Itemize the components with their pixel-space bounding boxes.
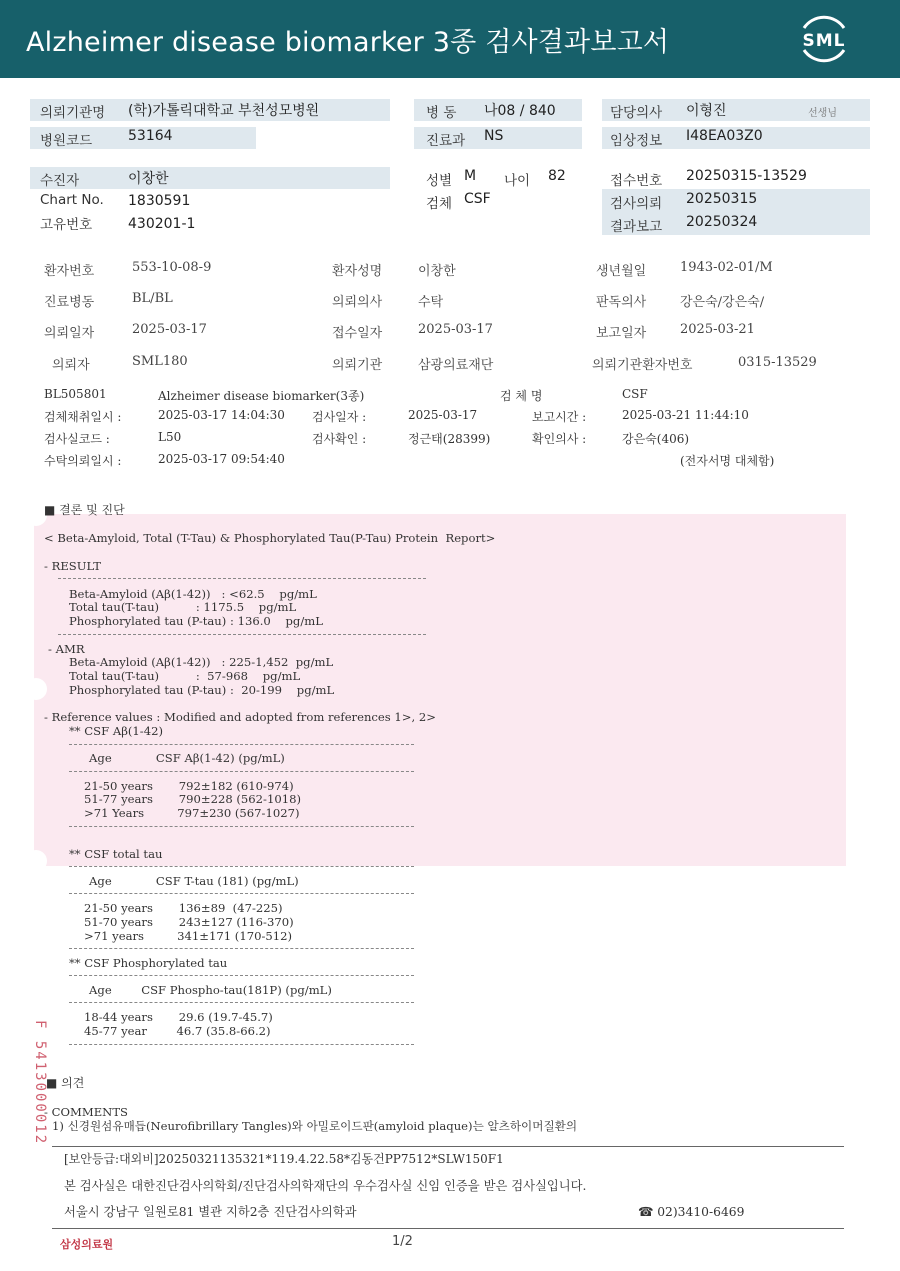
unique-label: 고유번호 [40,217,93,233]
result-label: 결과보고 [610,219,663,235]
ab-row: 51-77 years 790±228 (562-1018) [84,792,301,806]
ab-row: 21-50 years 792±182 (610-974) [84,779,294,793]
tt-columns: Age CSF T-tau (181) (pg/mL) [78,874,299,888]
pt-row: 18-44 years 29.6 (19.7-45.7) [84,1010,273,1024]
collect-value: 2025-03-17 14:04:30 [158,408,285,422]
inst-pid-value: 0315-13529 [738,355,817,370]
receipt-no-value: 20250315-13529 [686,168,807,184]
tt-row: 21-50 years 136±89 (47-225) [84,901,283,915]
section-conclusion: ■ 결론 및 진단 [44,503,125,517]
comments-header: - COMMENTS [44,1105,129,1119]
security-line: [보안등급:대외비]20250321135321*119.4.22.58*김동건PP7512*SLW150F1 [64,1152,504,1166]
order-time-label: 수탁의뢰일시 : [44,454,122,468]
unique-value: 430201-1 [128,216,196,232]
report-title: Alzheimer disease biomarker 3종 검사결과보고서 [26,27,670,58]
dob-label: 생년월일 [596,264,647,279]
divider [69,1002,414,1003]
sex-label: 성별 [426,173,453,189]
pid-label: 환자번호 [44,264,95,279]
confirm-value: 정근태(28399) [408,432,491,446]
divider [58,634,426,635]
hospital-code-label: 병원코드 [40,133,93,149]
patient-label: 수진자 [40,173,80,189]
report-header [0,0,900,78]
pt-header: ** CSF Phosphorylated tau [69,956,228,970]
dob-value: 1943-02-01/M [680,260,773,275]
ab-columns: Age CSF Aβ(1-42) (pg/mL) [78,751,285,765]
tt-row: >71 years 341±171 (170-512) [84,929,293,943]
specimen-name-label: 검 체 명 [500,389,543,403]
pt-columns: Age CSF Phospho-tau(181P) (pg/mL) [78,983,332,997]
requester-value: SML180 [132,354,188,369]
rep-date-value: 2025-03-21 [680,322,755,337]
divider [58,578,426,579]
dept-value: NS [484,128,504,144]
specimen-label: 검체 [426,196,453,212]
result-line: Phosphorylated tau (P-tau) : 136.0 pg/mL [69,614,323,628]
cert-line: 본 검사실은 대한진단검사의학회/진단검사의학재단의 우수검사실 신임 인증을 받은 검사실입니다. [64,1179,587,1193]
page-number: 1/2 [392,1234,413,1249]
confirm-label: 검사확인 : [312,432,367,446]
comment-line: 1) 신경원섬유매듭(Neurofibrillary Tangles)와 아밀로이드판(amyloid plaque)는 알츠하이머질환의 [52,1119,578,1133]
doctor-label: 담당의사 [610,105,663,121]
punch-hole [25,850,47,872]
divider [69,771,414,772]
ab-header: ** CSF Aβ(1-42) [69,724,163,738]
result-value: 20250324 [686,214,758,230]
divider [69,866,414,867]
test-name: Alzheimer disease biomarker(3종) [158,389,365,403]
address-line: 서울시 강남구 일원로81 별관 지하2층 진단검사의학과 [64,1205,357,1219]
amr-line: Total tau(T-tau) : 57-968 pg/mL [69,669,301,683]
rcv-date-label: 접수일자 [332,326,383,341]
doctor-suffix: 선생님 [808,108,837,119]
sml-logo [796,14,852,64]
result-header: - RESULT [44,559,101,573]
age-value: 82 [548,168,566,184]
specimen-value: CSF [464,191,491,207]
pname-label: 환자성명 [332,264,383,279]
age-label: 나이 [504,173,531,189]
lab-code-label: 검사실코드 : [44,432,110,446]
rcv-date-value: 2025-03-17 [418,322,493,337]
tt-row: 51-70 years 243±127 (116-370) [84,915,294,929]
verify-label: 확인의사 : [532,432,587,446]
sml-logo-text: SML [802,31,846,51]
sex-value: M [464,168,477,184]
lab-code-value: L50 [158,430,182,444]
divider [69,893,414,894]
patient-bar [30,167,390,189]
report-time-value: 2025-03-21 11:44:10 [622,408,749,422]
divider [69,948,414,949]
test-code: BL505801 [44,387,107,401]
divider [69,975,414,976]
amr-line: Beta-Amyloid (Aβ(1-42)) : 225-1,452 pg/mL [69,655,334,669]
pt-ward-label: 진료병동 [44,295,95,310]
report-title-line: < Beta-Amyloid, Total (T-Tau) & Phosphorylated Tau(P-Tau) Protein Report> [44,531,496,545]
reader-value: 강은숙/강은숙/ [680,295,765,310]
side-id-stamp [26,1020,48,1146]
test-date-value: 2025-03-17 [408,408,478,422]
req-inst-value: 삼광의료재단 [418,358,494,373]
section-opinion: ■ 의견 [46,1076,85,1090]
req-inst-label: 의뢰기관 [332,358,383,373]
result-line: Total tau(T-tau) : 1175.5 pg/mL [69,600,297,614]
phone-line: ☎ 02)3410-6469 [638,1205,745,1219]
dept-label: 진료과 [426,133,466,149]
rep-date-label: 보고일자 [596,326,647,341]
req-date-label: 의뢰일자 [44,326,95,341]
footer-top-rule [52,1146,844,1147]
result-line: Beta-Amyloid (Aβ(1-42)) : <62.5 pg/mL [69,587,317,601]
pname-value: 이창한 [418,264,456,279]
req-doc-value: 수탁 [418,295,444,310]
inst-pid-label: 의뢰기관환자번호 [592,358,693,373]
divider [69,744,414,745]
bottom-logo: 삼성의료원 [60,1238,114,1251]
request-value: 20250315 [686,191,758,207]
doctor-value: 이형진 [686,103,727,119]
requester-label: 의뢰자 [52,358,90,373]
chart-label: Chart No. [40,192,104,208]
divider [69,826,414,827]
hospital-code-value: 53164 [128,128,173,144]
test-date-label: 검사일자 : [312,410,367,424]
clinical-value: I48EA03Z0 [686,128,763,144]
institution-value: (학)가톨릭대학교 부천성모병원 [128,103,320,119]
req-doc-label: 의뢰의사 [332,295,383,310]
chart-value: 1830591 [128,193,191,209]
side-id-text: F 5413000012 [32,1020,48,1146]
receipt-no-label: 접수번호 [610,173,663,189]
patient-value: 이창한 [128,171,169,187]
tt-header: ** CSF total tau [69,847,163,861]
ab-row: >71 Years 797±230 (567-1027) [84,806,300,820]
verify-value: 강은숙(406) [622,432,690,446]
specimen-name-value: CSF [622,387,648,401]
report-time-label: 보고시간 : [532,410,587,424]
amr-line: Phosphorylated tau (P-tau) : 20-199 pg/mL [69,683,335,697]
req-date-value: 2025-03-17 [132,322,207,337]
esign-note: (전자서명 대체함) [680,454,775,468]
clinical-label: 임상정보 [610,133,663,149]
reader-label: 판독의사 [596,295,647,310]
amr-header: - AMR [48,642,85,656]
punch-hole [25,678,47,700]
footer-bottom-rule [52,1228,844,1229]
collect-label: 검체채취일시 : [44,410,122,424]
institution-label: 의뢰기관명 [40,105,106,121]
ward-label: 병 동 [426,105,457,121]
pt-ward-value: BL/BL [132,291,173,306]
divider [69,1044,414,1045]
order-time-value: 2025-03-17 09:54:40 [158,452,285,466]
request-label: 검사의뢰 [610,196,663,212]
pid-value: 553-10-08-9 [132,260,212,275]
reference-header: - Reference values : Modified and adopted from references 1>, 2> [44,710,436,724]
ward-value: 나08 / 840 [484,103,556,119]
pt-row: 45-77 year 46.7 (35.8-66.2) [84,1024,271,1038]
